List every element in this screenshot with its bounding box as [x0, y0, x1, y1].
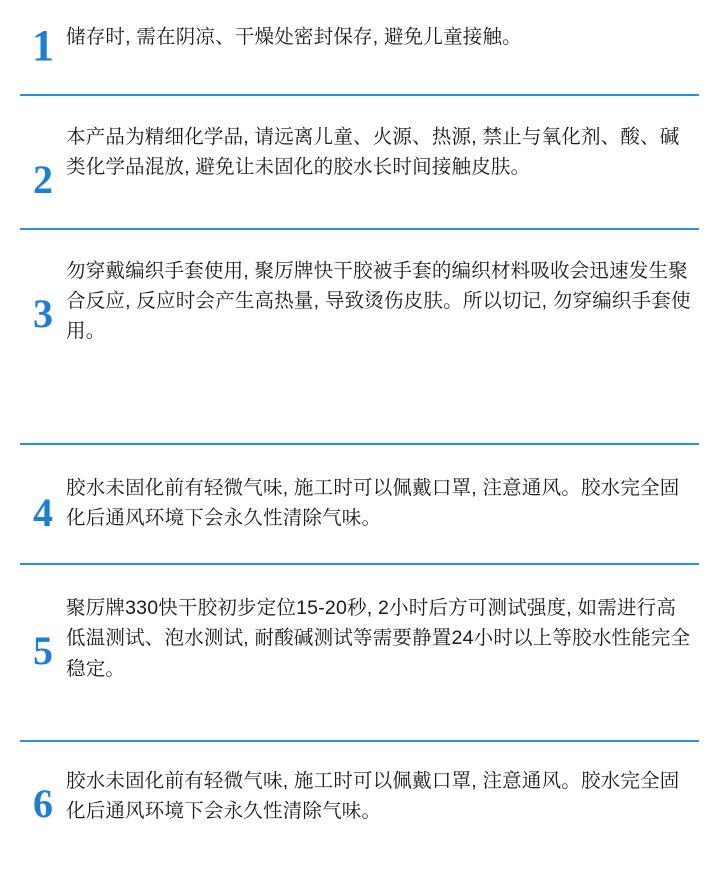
list-item — [20, 0, 699, 94]
list-item — [20, 230, 699, 443]
list-item — [20, 742, 699, 836]
item-number-badge: 1 — [32, 21, 54, 70]
item-text: 胶水未固化前有轻微气味, 施工时可以佩戴口罩, 注意通风。胶水完全固化后通风环境下会永久性清除气味。 — [66, 476, 680, 529]
list-item — [20, 565, 699, 740]
item-text: 勿穿戴编织手套使用, 聚厉牌快干胶被手套的编织材料吸收会迅速发生聚合反应, 反应时会产生高热量, 导致烫伤皮肤。所以切记, 勿穿编织手套使用。 — [66, 260, 691, 343]
list-item — [20, 96, 699, 228]
item-text: 胶水未固化前有轻微气味, 施工时可以佩戴口罩, 注意通风。胶水完全固化后通风环境下会永久性清除气味。 — [66, 769, 680, 822]
item-number-badge: 3 — [33, 291, 53, 336]
item-number-badge: 2 — [33, 157, 53, 202]
item-text: 储存时, 需在阴凉、干燥处密封保存, 避免儿童接触。 — [66, 26, 522, 48]
item-text: 本产品为精细化学品, 请远离儿童、火源、热源, 禁止与氧化剂、酸、碱类化学品混放, 避免让未固化的胶水长时间接触皮肤。 — [66, 126, 680, 179]
item-number-badge: 4 — [33, 489, 53, 535]
item-text: 聚厉牌330快干胶初步定位15-20秒, 2小时后方可测试强度, 如需进行高低温测试、泡水测试, 耐酸碱测试等需要静置24小时以上等胶水性能完全稳定。 — [66, 597, 691, 680]
list-item — [20, 445, 699, 563]
item-number-badge: 6 — [33, 780, 53, 826]
item-number-badge: 5 — [33, 628, 53, 674]
